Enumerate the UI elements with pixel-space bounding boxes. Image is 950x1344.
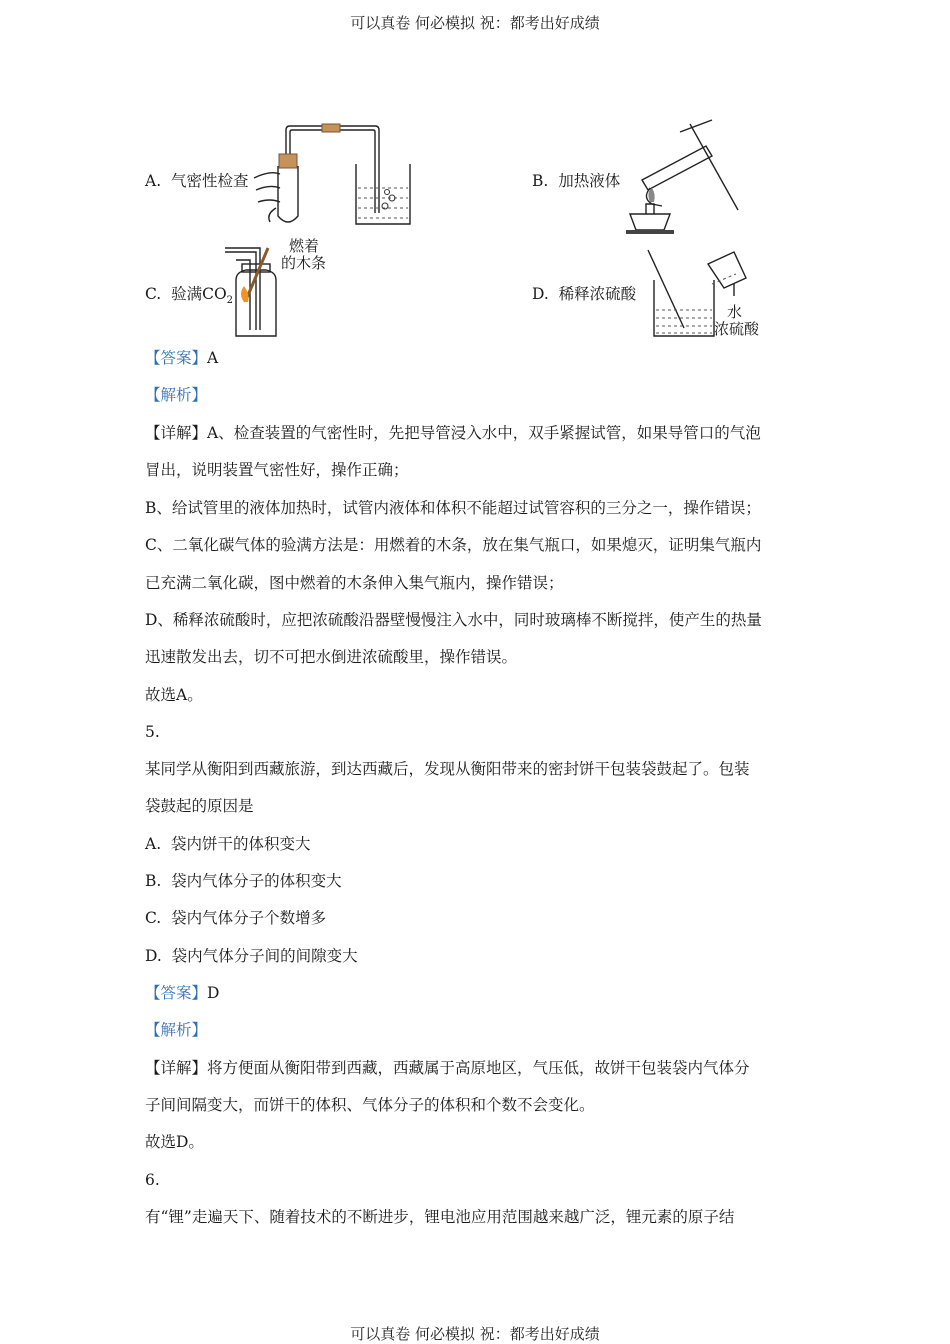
q6-number: 6. — [145, 1171, 160, 1189]
q4-detail-line-3: C、二氧化碳气体的验满方法是：用燃着的木条，放在集气瓶口，如果熄灭，证明集气瓶内 — [145, 536, 762, 554]
option-c-label: C. 验满$CO_2$ — [145, 285, 234, 307]
q6-stem-line-0: 有“锂”走遍天下、随着技术的不断进步，锂电池应用范围越来越广泛，锂元素的原子结 — [145, 1208, 735, 1226]
option-d-label: D. 稀释浓硫酸 — [532, 285, 637, 303]
q5-option-d: D. 袋内气体分子间的间隙变大 — [145, 947, 358, 965]
heating-liquid-figure — [620, 118, 750, 238]
q4-detail-line-0: 【详解】A、检查装置的气密性时，先把导管浸入水中，双手紧握试管，如果导管口的气泡 — [145, 424, 761, 442]
option-b-label: B. 加热液体 — [532, 172, 621, 190]
q4-analysis-tag: 【解析】 — [145, 386, 208, 404]
acid-label: 浓硫酸 — [714, 320, 760, 338]
q5-detail-line-0: 【详解】将方便面从衡阳带到西藏，西藏属于高原地区，气压低，故饼干包装袋内气体分 — [145, 1059, 750, 1077]
q5-number: 5. — [145, 723, 160, 741]
q4-detail-line-2: B、给试管里的液体加热时，试管内液体和体积不能超过试管容积的三分之一，操作错误； — [145, 499, 761, 517]
q5-option-a: A. 袋内饼干的体积变大 — [145, 835, 311, 853]
q5-option-c: C. 袋内气体分子个数增多 — [145, 909, 327, 927]
burning-stick-label: 燃着 的木条 — [281, 237, 327, 272]
airtightness-check-figure — [250, 118, 420, 233]
page-header: 可以真卷 何必模拟 祝：都考出好成绩 — [350, 14, 600, 32]
q5-answer: 【答案】D — [145, 984, 220, 1002]
q5-detail-line-1: 子间间隔变大，而饼干的体积、气体分子的体积和个数不会变化。 — [145, 1096, 595, 1114]
q4-detail-line-6: 迅速散发出去，切不可把水倒进浓硫酸里，操作错误。 — [145, 648, 518, 666]
q5-option-b: B. 袋内气体分子的体积变大 — [145, 872, 342, 890]
q5-stem-line-0: 某同学从衡阳到西藏旅游，到达西藏后，发现从衡阳带来的密封饼干包装袋鼓起了。包装 — [145, 760, 750, 778]
q4-detail-line-5: D、稀释浓硫酸时，应把浓硫酸沿器壁慢慢注入水中，同时玻璃棒不断搅拌，使产生的热量 — [145, 611, 762, 629]
q4-answer: 【答案】A — [145, 349, 219, 367]
q4-detail-line-4: 已充满二氧化碳，图中燃着的木条伸入集气瓶内，操作错误； — [145, 574, 564, 592]
water-label: 水 — [727, 303, 743, 321]
q5-stem-line-1: 袋鼓起的原因是 — [145, 797, 254, 815]
q4-conclusion: 故选A。 — [145, 686, 203, 704]
q5-analysis-tag: 【解析】 — [145, 1021, 208, 1039]
page-footer: 可以真卷 何必模拟 祝：都考出好成绩 — [350, 1325, 600, 1343]
q4-detail-line-1: 冒出，说明装置气密性好，操作正确； — [145, 461, 409, 479]
co2-full-check-figure — [220, 240, 290, 340]
option-a-label: A. 气密性检查 — [145, 172, 249, 190]
q5-conclusion: 故选D。 — [145, 1133, 204, 1151]
